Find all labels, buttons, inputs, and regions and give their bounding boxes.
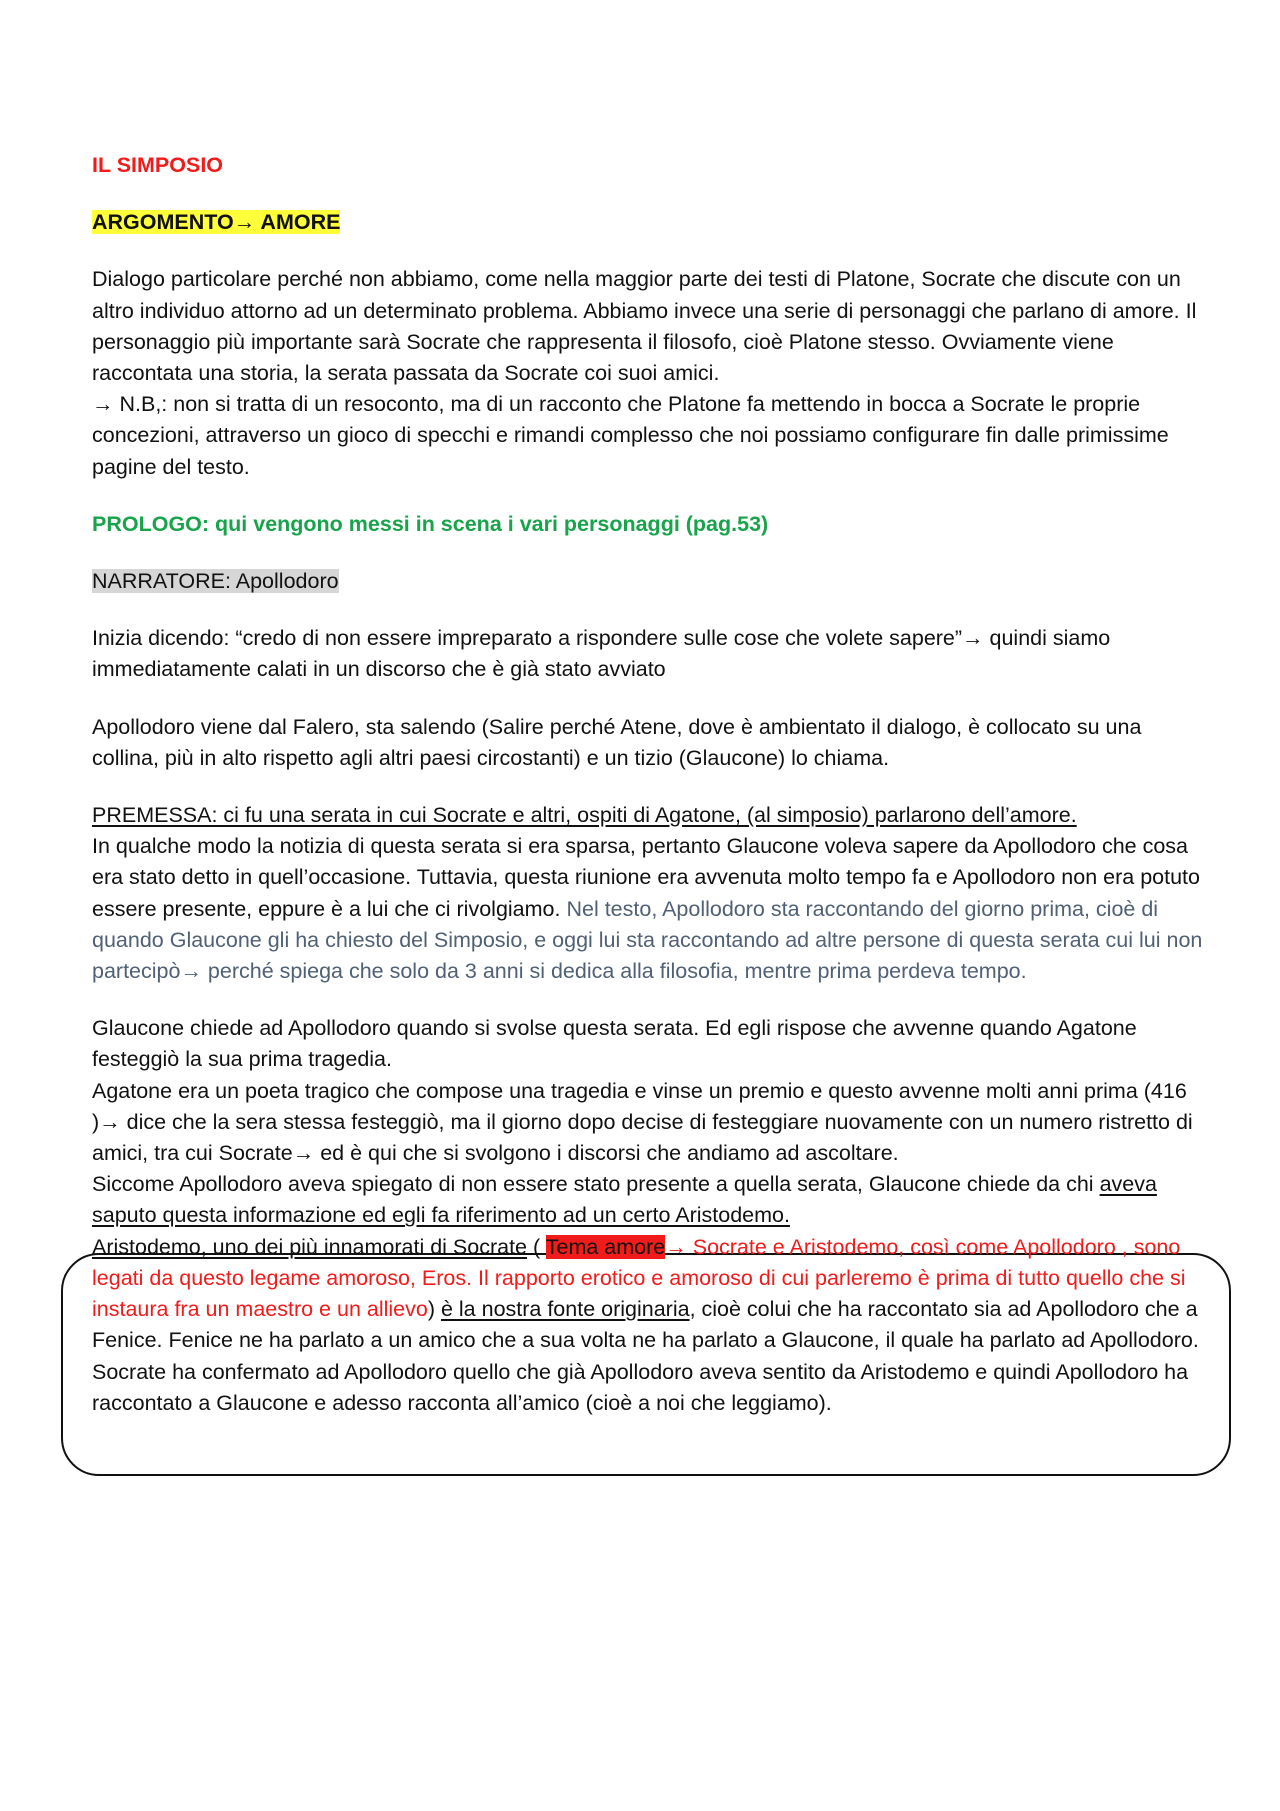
prologue-heading: PROLOGO: qui vengono messi in scena i vari personaggi (pag.53): [92, 511, 769, 536]
aristodemo-paragraph: [92, 1232, 1212, 1419]
topic-heading: ARGOMENTO→ AMORE: [92, 210, 341, 235]
document-body: [92, 150, 1212, 1419]
premessa-body: In qualche modo la notizia di questa serata si era sparsa, pertanto Glaucone voleva sapere da Apollodoro che cosa era stato detto in quell’occasione. Tuttavia, questa riunione era avvenuta molto tempo fa e Apollodoro non era potuto essere presente, eppure è a lui che ci rivolgiamo.: [92, 834, 1200, 921]
aristodemo-rest: , cioè colui che ha raccontato sia ad Apollodoro che a Fenice. Fenice ne ha parlato a un amico che a sua volta ne ha parlato a Glaucone, il quale ha parlato ad Apollodoro. Socrate ha confermato ad Apollodoro quello che già Apollodoro aveva sentito da Aristodemo e quindi Apollodoro ha raccontato a Glaucone e adesso racconta all’amico (cioè a noi che leggiamo).: [92, 1297, 1199, 1415]
premessa-note: Nel testo, Apollodoro sta raccontando del giorno prima, cioè di quando Glaucone gli ha chiesto del Simposio, e oggi lui sta raccontando ad altre persone di questa serata cui lui non partecipò→ perché spiega che solo da 3 anni si dedica alla filosofia, mentre prima perdeva tempo.: [92, 896, 1203, 984]
narrator-label: NARRATORE: Apollodoro: [92, 569, 339, 594]
fonte-originaria: è la nostra fonte originaria: [440, 1297, 690, 1322]
inizia-paragraph: Inizia dicendo: “credo di non essere impreparato a rispondere sulle cose che volete sapere”→ quindi siamo immediatamente calati in un discorso che è già stato avviato: [92, 626, 1111, 682]
glaucone-line-3-underlined: aveva saputo questa informazione ed egli fa riferimento ad un certo Aristodemo.: [92, 1172, 1157, 1228]
glaucone-line-3-text: Siccome Apollodoro aveva spiegato di non essere stato presente a quella serata, Glaucone chiede da chi: [92, 1172, 1100, 1197]
premessa-heading: PREMESSA: ci fu una serata in cui Socrate e altri, ospiti di Agatone, (al simposio) parlarono dell’amore.: [92, 803, 1077, 828]
glaucone-line-2: Agatone era un poeta tragico che compose una tragedia e vinse un premio e questo avvenne molti anni prima (416 )→ dice che la sera stessa festeggiò, ma il giorno dopo decise di festeggiare nuovamente con un numero ristretto di amici, tra cui Socrate→ ed è qui che si svolgono i discorsi che andiamo ad ascoltare.: [92, 1078, 1193, 1166]
falero-paragraph: Apollodoro viene dal Falero, sta salendo (Salire perché Atene, dove è ambientato il dialogo, è collocato su una collina, più in alto rispetto agli altri paesi circostanti) e un tizio (Glaucone) lo chiama.: [92, 714, 1142, 770]
aristodemo-red-note: → Socrate e Aristodemo, così come Apollodoro , sono legati da questo legame amoroso, Eros. Il rapporto erotico e amoroso di cui parleremo è prima di tutto quello che si instaura fra un maestro e un allievo: [92, 1234, 1186, 1322]
tema-amore-tag: Tema amore: [545, 1234, 666, 1259]
aristodemo-underlined: Aristodemo, uno dei più innamorati di Socrate: [92, 1234, 528, 1259]
glaucone-line-3: [92, 1169, 1212, 1231]
nb-paragraph: → N.B,: non si tratta di un resoconto, ma di un racconto che Platone fa mettendo in bocca a Socrate le proprie concezioni, attraverso un gioco di specchi e rimandi complesso che noi possiamo configurare fin dalle primissime pagine del testo.: [92, 392, 1169, 479]
paren-close: ): [427, 1297, 441, 1322]
glaucone-line-1: Glaucone chiede ad Apollodoro quando si svolse questa serata. Ed egli rispose che avvenne quando Agatone festeggiò la sua prima tragedia.: [92, 1016, 1137, 1072]
paren-open: (: [527, 1234, 546, 1259]
intro-paragraph: Dialogo particolare perché non abbiamo, come nella maggior parte dei testi di Platone, Socrate che discute con un altro individuo attorno ad un determinato problema. Abbiamo invece una serie di personaggi che parlano di amore. Il personaggio più importante sarà Socrate che rappresenta il filosofo, cioè Platone stesso. Ovviamente viene raccontata una storia, la serata passata da Socrate coi suoi amici.: [92, 267, 1197, 386]
premessa-paragraph: [92, 831, 1212, 987]
doc-title: IL SIMPOSIO: [92, 153, 224, 177]
